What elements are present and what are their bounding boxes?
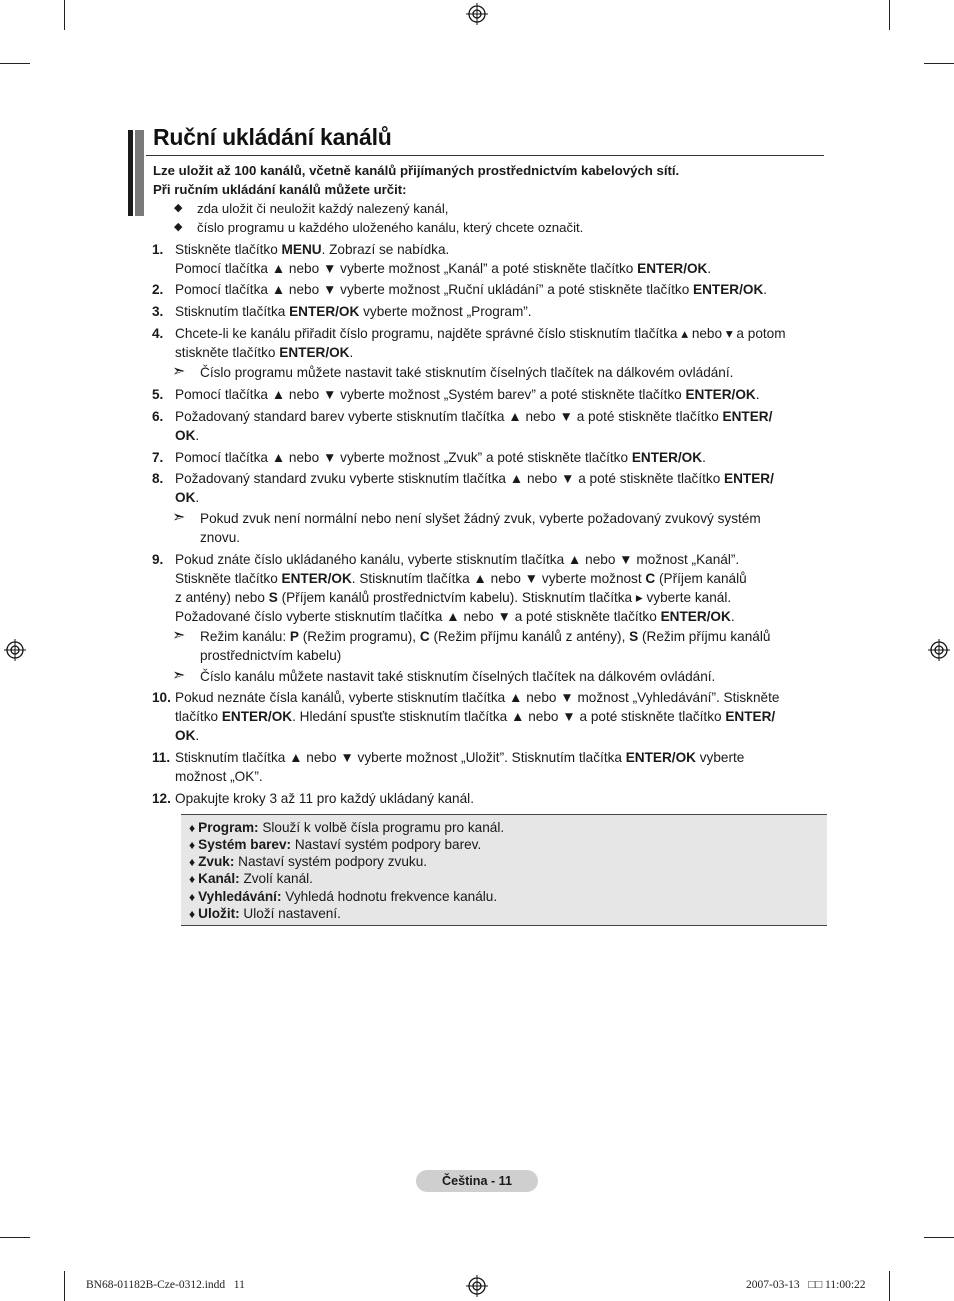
step-text (175, 448, 827, 467)
step-text (175, 550, 827, 626)
key-label: OK (175, 728, 196, 743)
step-number: 1. (152, 242, 164, 257)
step-number: 8. (152, 471, 164, 486)
info-diamond-icon: ♦ (189, 838, 196, 852)
key-label: ENTER/ (725, 709, 776, 724)
key-label: P (289, 629, 299, 644)
key-label: ENTER/ (722, 409, 773, 424)
text: . (707, 261, 712, 276)
info-diamond-icon: ♦ (189, 872, 196, 886)
crop-mark (924, 1237, 954, 1238)
step-number: 7. (152, 450, 164, 465)
text: Stisknutím tlačítka (175, 304, 290, 319)
text: Chcete-li ke kanálu přiřadit číslo programu, najděte správné číslo stisknutím tlačítka ▴ nebo ▾ a potom (175, 326, 786, 341)
text: prostřednictvím kabelu) (200, 648, 342, 663)
text: Požadovaný standard barev vyberte stisknutím tlačítka ▲ nebo ▼ a poté stiskněte tlačítko (175, 409, 723, 424)
key-label: ENTER/OK (631, 450, 703, 465)
step-number: 4. (152, 326, 164, 341)
info-row (189, 870, 313, 888)
key-label: ENTER/OK (693, 282, 764, 297)
text: . (195, 728, 200, 743)
text: vyberte možnost „Program”. (359, 304, 532, 319)
note-arrow-icon: ➣ (172, 363, 186, 380)
crop-mark (889, 1271, 890, 1301)
key-label: ENTER/OK (279, 345, 350, 360)
key-label: S (629, 629, 639, 644)
text: . (349, 345, 354, 360)
info-text: Vyhledá hodnotu frekvence kanálu. (281, 889, 498, 904)
step-text (175, 240, 827, 278)
intro-line: Při ručním ukládání kanálů můžete určit: (153, 182, 407, 197)
text: Stiskněte tlačítko (175, 242, 282, 257)
info-label: Zvuk: (198, 854, 235, 869)
crop-mark (889, 0, 890, 30)
info-label: Systém barev: (198, 837, 292, 852)
info-row (189, 853, 427, 871)
info-diamond-icon: ♦ (189, 907, 196, 921)
key-label: ENTER/OK (660, 609, 731, 624)
key-label: C (419, 629, 430, 644)
text: (Režim příjmu kanálů (638, 629, 771, 644)
step-text (175, 469, 827, 507)
text: Pokud neznáte čísla kanálů, vyberte stisknutím tlačítka ▲ nebo ▼ možnost „Vyhledávání”. Stiskněte (175, 690, 780, 705)
step-2 (152, 280, 827, 299)
text: . (763, 282, 768, 297)
info-text: Slouží k volbě čísla programu pro kanál. (258, 820, 505, 835)
crop-mark (64, 1271, 65, 1301)
step-number: 12. (152, 791, 171, 806)
step-text (175, 407, 827, 445)
key-label: ENTER/ (724, 471, 774, 486)
registration-mark-icon (928, 639, 950, 661)
text: (Příjem kanálů (655, 571, 747, 586)
text: stiskněte tlačítko (175, 345, 280, 360)
crop-mark (924, 63, 954, 64)
info-text: Zvolí kanál. (239, 871, 313, 886)
text: (Příjem kanálů prostřednictvím kabelu). Stisknutím tlačítka ▸ vyberte kanál. (277, 590, 732, 605)
step-number: 6. (152, 409, 164, 424)
info-text: Nastaví systém podpory barev. (291, 837, 482, 852)
key-label: ENTER/OK (625, 750, 696, 765)
note-text (200, 627, 812, 665)
note-text (200, 509, 812, 547)
diamond-icon: ◆ (174, 202, 183, 214)
text: . Hledání spusťte stisknutím tlačítka ▲ nebo ▼ a poté stiskněte tlačítko (292, 709, 726, 724)
intro-line: Lze uložit až 100 kanálů, včetně kanálů přijímaných prostřednictvím kabelových sítí. (153, 163, 680, 178)
step-7 (152, 448, 827, 467)
key-label: ENTER/OK (289, 304, 360, 319)
date-slug: 2007-03-13 □□ 11:00:22 (746, 1279, 866, 1291)
registration-mark-icon (466, 3, 488, 25)
step-number: 11. (152, 750, 171, 765)
note (172, 627, 812, 665)
text: tlačítko (175, 709, 222, 724)
bullet-text: zda uložit či neuložit každý nalezený kanál, (197, 201, 449, 216)
info-box (181, 814, 827, 926)
step-number: 10. (152, 690, 171, 705)
note-arrow-icon: ➣ (172, 667, 186, 684)
title-underline (146, 155, 824, 156)
text: vyberte (695, 750, 745, 765)
key-label: OK (175, 428, 196, 443)
registration-mark-icon (4, 639, 26, 661)
diamond-icon: ◆ (174, 221, 183, 233)
info-label: Uložit: (198, 906, 240, 921)
text: . (195, 490, 200, 505)
note-arrow-icon: ➣ (172, 509, 186, 526)
info-label: Vyhledávání: (198, 889, 282, 904)
step-text (175, 748, 827, 786)
list-item (174, 218, 583, 237)
key-label: ENTER/OK (685, 387, 756, 402)
list-item (174, 199, 583, 218)
text: Stisknutím tlačítka ▲ nebo ▼ vyberte možnost „Uložit”. Stisknutím tlačítka (175, 750, 626, 765)
step-4 (152, 324, 827, 362)
intro (153, 161, 679, 199)
info-diamond-icon: ♦ (189, 890, 196, 904)
text: . (702, 450, 706, 465)
file-slug: BN68-01182B-Cze-0312.indd 11 (86, 1279, 245, 1291)
text: . (730, 609, 735, 624)
note-arrow-icon: ➣ (172, 627, 186, 644)
step-text (175, 688, 827, 745)
info-row (189, 888, 497, 906)
step-3 (152, 302, 827, 321)
step-6 (152, 407, 827, 445)
page-number-badge: Čeština - 11 (416, 1170, 538, 1192)
info-diamond-icon: ♦ (189, 855, 196, 869)
info-row (189, 819, 504, 837)
info-diamond-icon: ♦ (189, 821, 196, 835)
step-8 (152, 469, 827, 507)
step-12 (152, 789, 827, 808)
step-text (175, 302, 827, 321)
text: Stiskněte tlačítko (175, 571, 282, 586)
key-label: S (268, 590, 278, 605)
step-text (175, 280, 827, 299)
registration-mark-icon (466, 1275, 488, 1297)
step-number: 9. (152, 552, 164, 567)
key-label: OK (175, 490, 196, 505)
text: . (755, 387, 760, 402)
info-text: Nastaví systém podpory zvuku. (234, 854, 428, 869)
step-5 (152, 385, 827, 404)
crop-mark (0, 63, 30, 64)
text: Požadovaný standard zvuku vyberte stisknutím tlačítka ▲ nebo ▼ a poté stiskněte tlačítko (175, 471, 725, 486)
step-number: 5. (152, 387, 164, 402)
text: . Stisknutím tlačítka ▲ nebo ▼ vyberte možnost (351, 571, 646, 586)
info-label: Program: (198, 820, 259, 835)
key-label: ENTER/OK (221, 709, 293, 724)
step-text: Opakujte kroky 3 až 11 pro každý ukládaný kanál. (175, 791, 474, 806)
text: Pomocí tlačítka ▲ nebo ▼ vyberte možnost „Ruční ukládání” a poté stiskněte tlačítko (175, 282, 694, 297)
text: Pokud znáte číslo ukládaného kanálu, vyberte stisknutím tlačítka ▲ nebo ▼ možnost „Kanál”. (175, 552, 740, 567)
step-10 (152, 688, 827, 745)
text: Pomocí tlačítka ▲ nebo ▼ vyberte možnost „Systém barev” a poté stiskněte tlačítko (175, 387, 686, 402)
key-label: ENTER/OK (637, 261, 708, 276)
step-11 (152, 748, 827, 786)
text: znovu. (200, 530, 241, 545)
text: (Režim programu), (298, 629, 420, 644)
step-number: 3. (152, 304, 164, 319)
step-1 (152, 240, 827, 278)
text: Režim kanálu: (200, 629, 290, 644)
title-accent-bar (128, 130, 144, 216)
bullet-list (174, 199, 583, 237)
key-label: C (645, 571, 656, 586)
note (172, 363, 812, 382)
text: Pomocí tlačítka ▲ nebo ▼ vyberte možnost „Zvuk” a poté stiskněte tlačítko (175, 450, 632, 465)
info-label: Kanál: (198, 871, 240, 886)
text: z antény) nebo (175, 590, 269, 605)
key-label: ENTER/OK (281, 571, 352, 586)
note-text: Číslo programu můžete nastavit také stisknutím číselných tlačítek na dálkovém ovládání. (200, 365, 734, 380)
page-title: Ruční ukládání kanálů (153, 124, 392, 150)
note (172, 667, 812, 686)
text: . (195, 428, 200, 443)
text: možnost „OK”. (175, 769, 263, 784)
crop-mark (0, 1237, 30, 1238)
bullet-text: číslo programu u každého uloženého kanálu, který chcete označit. (197, 220, 584, 235)
info-row (189, 836, 481, 854)
text: . Zobrazí se nabídka. (321, 242, 450, 257)
note-text: Číslo kanálu můžete nastavit také stisknutím číselných tlačítek na dálkovém ovládání. (200, 669, 716, 684)
step-text (175, 324, 827, 362)
note (172, 509, 812, 547)
step-number: 2. (152, 282, 164, 297)
text: (Režim příjmu kanálů z antény), (429, 629, 630, 644)
crop-mark (64, 0, 65, 30)
info-text: Uloží nastavení. (239, 906, 341, 921)
step-9 (152, 550, 827, 626)
key-label: MENU (281, 242, 322, 257)
text: Požadované číslo vyberte stisknutím tlačítka ▲ nebo ▼ a poté stiskněte tlačítko (175, 609, 661, 624)
text: Pomocí tlačítka ▲ nebo ▼ vyberte možnost „Kanál” a poté stiskněte tlačítko (175, 261, 638, 276)
text: Pokud zvuk není normální nebo není slyšet žádný zvuk, vyberte požadovaný zvukový systém (200, 511, 761, 526)
info-row (189, 905, 341, 923)
step-text (175, 385, 827, 404)
